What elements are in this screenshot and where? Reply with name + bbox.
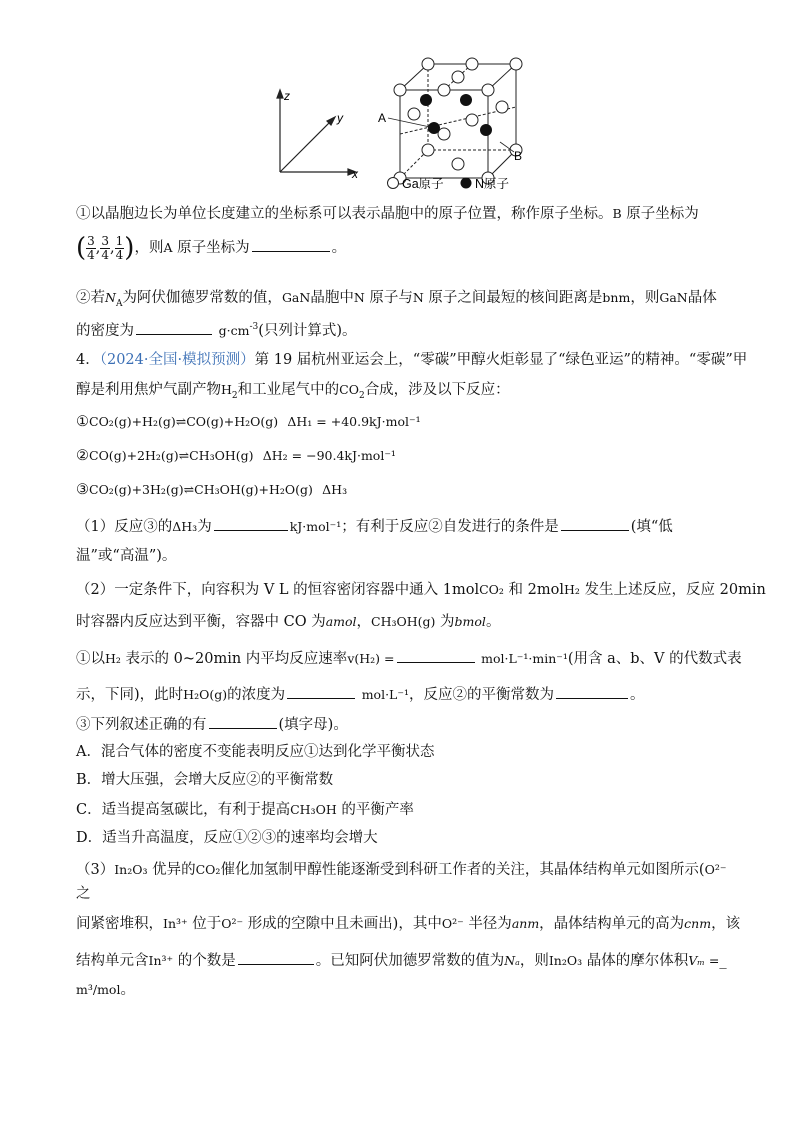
q4-sub1-line2: 温”或“高温”)。: [76, 548, 177, 564]
q4-intro-line1: 4．（2024·全国·模拟预测）第 19 届杭州亚运会上，“零碳”甲醇火炬彰显了“绿色亚运”的精神。“零碳”甲: [76, 352, 748, 368]
q4-source: （2024·全国·模拟预测）: [99, 352, 255, 368]
ga-legend-icon: [388, 178, 399, 189]
atom-a-label: A: [378, 111, 387, 125]
axis-z-label: z: [284, 89, 290, 103]
crystal-figure: [260, 50, 550, 200]
q4-sub2-q1-line2: 示，下同)，此时H₂O(g)的浓度为 mol·L⁻¹，反应②的平衡常数为 。: [76, 684, 644, 705]
axis-y-label: y: [337, 111, 343, 125]
reaction-3: ③CO₂(g)+3H₂(g)⇌CH₃OH(g)+H₂O(g) ΔH₃: [76, 482, 348, 498]
answer-blank-density[interactable]: [136, 320, 212, 335]
q4-sub3-line1: （3）In₂O₃ 优异的CO₂催化加氢制甲醇性能逐渐受到科研工作者的关注，其晶体结构单元如图所示(O²⁻: [76, 862, 727, 878]
n-legend-icon: [461, 178, 472, 189]
n-atoms: [420, 94, 492, 136]
answer-blank-in-count[interactable]: [238, 950, 314, 965]
reaction-1: ①CO₂(g)+H₂(g)⇌CO(g)+H₂O(g) ΔH₁ = +40.9kJ·mol⁻¹: [76, 414, 421, 430]
answer-blank-h2o-conc[interactable]: [287, 684, 355, 699]
q4-sub3-line2: 之: [76, 886, 91, 902]
answer-blank-k[interactable]: [556, 684, 628, 699]
ga-legend-label: Ga原子: [402, 177, 444, 191]
q3-part1-line2: ( $\frac{3}{4}$ , $\frac{3}{4}$ , $\frac{1}{4}$ )，则A 原子坐标为 。: [76, 233, 347, 263]
q4-sub3-line3: 间紧密堆积，In³⁺ 位于O²⁻ 形成的空隙中且未画出)，其中O²⁻ 半径为anm，晶体结构单元的高为cnm，该: [76, 916, 741, 932]
answer-blank-a-coord[interactable]: [252, 237, 330, 252]
q3-part2-line1: ②若$N_A$为阿伏伽德罗常数的值，GaN晶胞中N 原子与N 原子之间最短的核间距离是bnm，则GaN晶体: [76, 290, 717, 309]
n-legend-label: N原子: [475, 177, 510, 191]
answer-blank-condition[interactable]: [561, 516, 629, 531]
answer-blank-options[interactable]: [209, 714, 277, 729]
q4-sub2-q3: ③下列叙述正确的有 (填字母)。: [76, 714, 348, 735]
q4-intro-line2: 醇是利用焦炉气副产物$H_2$和工业尾气中的$CO_2$合成，涉及以下反应：: [76, 382, 510, 401]
q4-sub2-line1: （2）一定条件下，向容积为 V L 的恒容密闭容器中通入 1molCO₂ 和 2molH₂ 发生上述反应，反应 20min: [76, 582, 766, 598]
q4-sub3-line5: m³/mol。: [76, 982, 135, 998]
q4-sub2-line2: 时容器内反应达到平衡，容器中 CO 为amol，CH₃OH(g) 为bmol。: [76, 614, 501, 630]
q3-part2-line2: 的密度为 $g\cdot cm^{-3}$(只列计算式)。: [76, 320, 357, 341]
option-c: C．适当提高氢碳比，有利于提高CH₃OH 的平衡产率: [76, 802, 414, 818]
answer-blank-dh3[interactable]: [214, 516, 288, 531]
q4-sub1-line1: （1）反应③的ΔH₃为 kJ·mol⁻¹；有利于反应②自发进行的条件是 (填“低: [76, 516, 673, 537]
reaction-2: ②CO(g)+2H₂(g)⇌CH₃OH(g) ΔH₂ = −90.4kJ·mol⁻¹: [76, 448, 396, 464]
answer-blank-rate[interactable]: [397, 648, 475, 663]
q4-sub3-line4: 结构单元含In³⁺ 的个数是 。已知阿伏加德罗常数的值为Nₐ，则In₂O₃ 晶体的摩尔体积Vₘ =_: [76, 950, 727, 971]
q4-sub2-q1-line1: ①以H₂ 表示的 0~20min 内平均反应速率v(H₂) = mol·L⁻¹·min⁻¹(用含 a、b、V 的代数式表: [76, 648, 742, 669]
axis-x-label: x: [352, 167, 358, 181]
option-d: D．适当升高温度，反应①②③的速率均会增大: [76, 830, 378, 846]
q3-part1-line1: ①以晶胞边长为单位长度建立的坐标系可以表示晶胞中的原子位置，称作原子坐标。B 原子坐标为: [76, 206, 699, 222]
atom-b-label: B: [514, 149, 523, 163]
option-a: A．混合气体的密度不变能表明反应①达到化学平衡状态: [76, 744, 435, 760]
option-b: B．增大压强，会增大反应②的平衡常数: [76, 772, 334, 788]
